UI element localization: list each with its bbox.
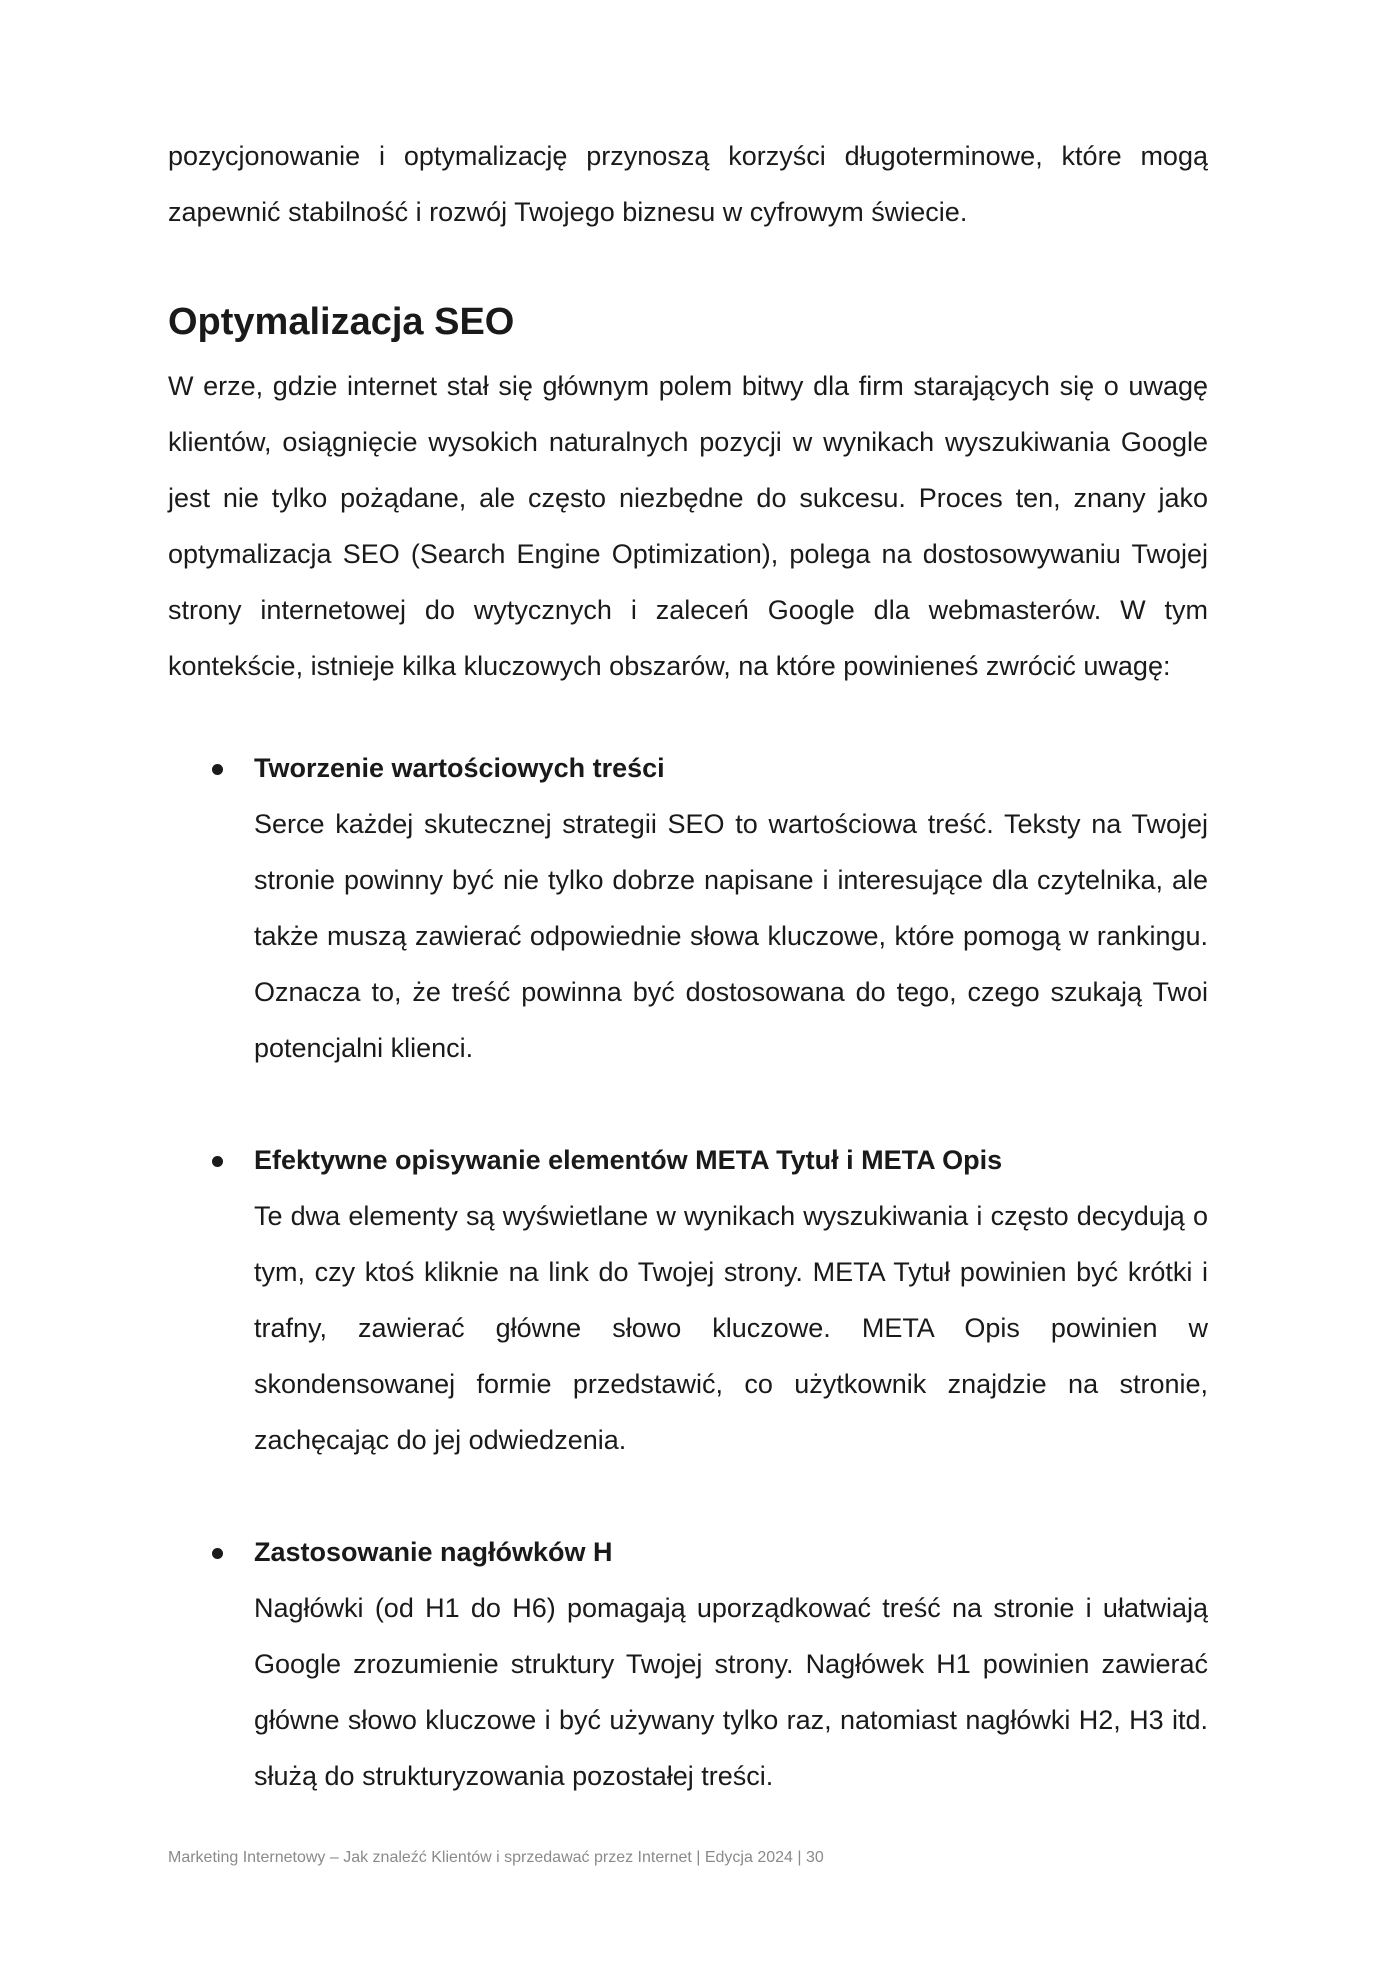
bullet-title: Tworzenie wartościowych treści bbox=[254, 753, 665, 783]
bullet-text: Te dwa elementy są wyświetlane w wynikach wyszukiwania i często decydują o tym, czy ktoś kliknie na link do Twojej strony. META Tytuł powinien być krótki i trafny, zawierać główne słowo kluczowe. META Opis powinien w skondensowanej formie przedstawić, co użytkownik znajdzie na stronie, zachęcając do jej odwiedzenia. bbox=[254, 1201, 1208, 1455]
list-item bbox=[168, 740, 1208, 1076]
bullet-text: Serce każdej skutecznej strategii SEO to wartościowa treść. Teksty na Twojej stronie powinny być nie tylko dobrze napisane i interesujące dla czytelnika, ale także muszą zawierać odpowiednie słowa kluczowe, które pomogą w rankingu. Oznacza to, że treść powinna być dostosowana do tego, czego szukają Twoi potencjalni klienci. bbox=[254, 809, 1208, 1063]
bullet-title: Efektywne opisywanie elementów META Tytuł i META Opis bbox=[254, 1145, 1003, 1175]
intro-paragraph: pozycjonowanie i optymalizację przynoszą korzyści długoterminowe, które mogą zapewnić stabilność i rozwój Twojego biznesu w cyfrowym świecie. bbox=[168, 141, 1208, 227]
section-paragraph: W erze, gdzie internet stał się głównym polem bitwy dla firm starających się o uwagę klientów, osiągnięcie wysokich naturalnych pozycji w wynikach wyszukiwania Google jest nie tylko pożądane, ale często niezbędne do sukcesu. Proces ten, znany jako optymalizacja SEO (Search Engine Optimization), polega na dostosowywaniu Twojej strony internetowej do wytycznych i zaleceń Google dla webmasterów. W tym kontekście, istnieje kilka kluczowych obszarów, na które powinieneś zwrócić uwagę: bbox=[168, 371, 1208, 681]
list-item bbox=[168, 1132, 1208, 1468]
page-content bbox=[168, 128, 1208, 1804]
bullet-text: Nagłówki (od H1 do H6) pomagają uporządkować treść na stronie i ułatwiają Google zrozumienie struktury Twojej strony. Nagłówek H1 powinien zawierać główne słowo kluczowe i być używany tylko raz, natomiast nagłówki H2, H3 itd. służą do strukturyzowania pozostałej treści. bbox=[254, 1593, 1208, 1791]
section-heading: Optymalizacja SEO bbox=[168, 301, 515, 343]
page-footer: Marketing Internetowy – Jak znaleźć Klientów i sprzedawać przez Internet | Edycja 2024 | 30 bbox=[168, 1849, 824, 1866]
list-item bbox=[168, 1524, 1208, 1804]
bullet-list bbox=[168, 740, 1208, 1804]
bullet-dot-icon bbox=[212, 764, 223, 775]
bullet-title: Zastosowanie nagłówków H bbox=[254, 1537, 613, 1567]
bullet-dot-icon bbox=[212, 1156, 223, 1167]
bullet-dot-icon bbox=[212, 1548, 223, 1559]
